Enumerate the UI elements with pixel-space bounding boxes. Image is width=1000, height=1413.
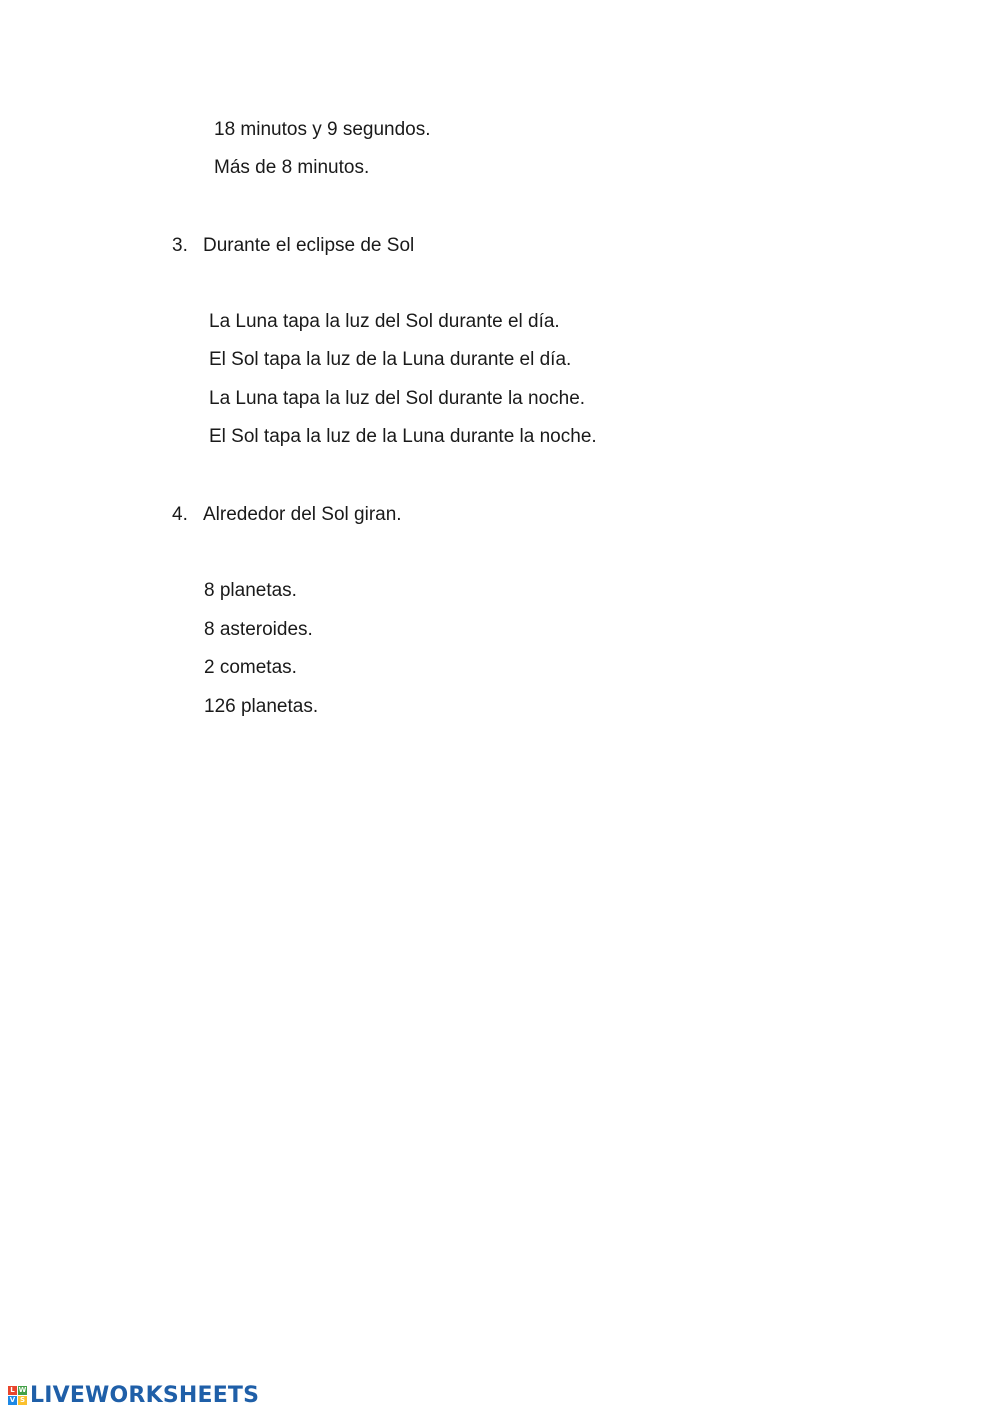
q4-option-1[interactable]: 8 planetas. bbox=[204, 580, 297, 601]
logo-square-l: L bbox=[8, 1386, 17, 1395]
q4-option-4[interactable]: 126 planetas. bbox=[204, 696, 319, 717]
q4-number: 4. bbox=[172, 504, 188, 525]
q3-number: 3. bbox=[172, 235, 188, 256]
q4-text: Alrededor del Sol giran. bbox=[203, 504, 402, 525]
q3-text: Durante el eclipse de Sol bbox=[203, 235, 415, 256]
brand-name: LIVEWORKSHEETS bbox=[30, 1382, 260, 1408]
q3-option-1[interactable]: La Luna tapa la luz del Sol durante el día. bbox=[209, 311, 560, 332]
q4-option-2[interactable]: 8 asteroides. bbox=[204, 619, 313, 640]
logo-square-s: S bbox=[19, 1395, 26, 1404]
logo-square-w: W bbox=[18, 1385, 27, 1394]
q3-option-3[interactable]: La Luna tapa la luz del Sol durante la noche. bbox=[209, 388, 586, 409]
q2-option-2[interactable]: Más de 8 minutos. bbox=[214, 157, 370, 178]
logo-grid-icon bbox=[8, 1386, 27, 1405]
liveworksheets-logo bbox=[8, 1383, 259, 1407]
q3-option-4[interactable]: El Sol tapa la luz de la Luna durante la noche. bbox=[209, 426, 597, 447]
q4-option-3[interactable]: 2 cometas. bbox=[204, 657, 297, 678]
q2-option-1[interactable]: 18 minutos y 9 segundos. bbox=[214, 119, 431, 140]
q3-option-2[interactable]: El Sol tapa la luz de la Luna durante el día. bbox=[209, 349, 572, 370]
logo-square-v: V bbox=[9, 1395, 16, 1404]
